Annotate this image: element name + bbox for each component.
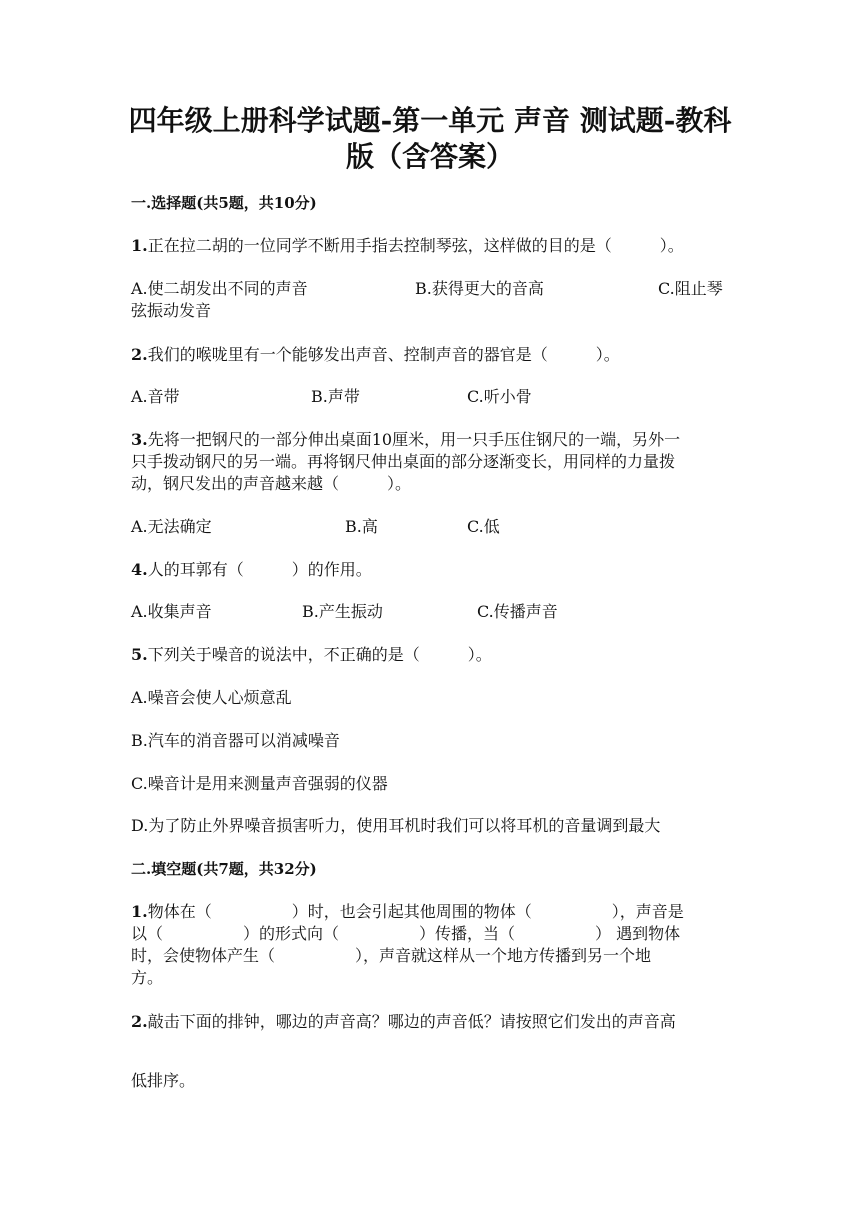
fill-question-2-line-2: 低排序。 [131,1071,196,1090]
question-text: 物体在（ ）时，也会引起其他周围的物体（ ），声音是 [147,902,684,921]
section-heading-fill-blank: 二.填空题(共7题，共32分) [131,860,317,878]
option-a: A.无法确定 [131,517,212,536]
option-c-continued: 弦振动发音 [131,301,212,320]
question-number: 2. [131,345,148,364]
question-3-line-3: 动，钢尺发出的声音越来越（ ）。 [131,474,412,493]
fill-question-2-line-1 [131,1011,676,1033]
question-3-line-2: 只手拨动钢尺的另一端。再将钢尺伸出桌面的部分逐渐变长，用同样的力量拨 [131,452,676,471]
option-d: D.为了防止外界噪音损害听力，使用耳机时我们可以将耳机的音量调到最大 [131,816,661,835]
question-text: 我们的喉咙里有一个能够发出声音、控制声音的器官是（ ）。 [147,345,620,364]
question-5 [131,644,492,666]
option-c: C.听小骨 [467,387,532,406]
question-text: 人的耳郭有（ ）的作用。 [147,560,372,579]
option-b: B.汽车的消音器可以消减噪音 [131,731,340,750]
option-c: C.阻止琴 [658,279,723,298]
question-number: 3. [131,430,148,449]
option-b: B.产生振动 [302,602,383,621]
question-2 [131,344,620,366]
question-text: 正在拉二胡的一位同学不断用手指去控制琴弦，这样做的目的是（ ）。 [147,236,684,255]
option-a: A.音带 [131,387,180,406]
question-3-line-1 [131,429,680,451]
title-line-1: 四年级上册科学试题-第一单元 声音 测试题-教科 [128,104,732,137]
question-1 [131,235,684,257]
question-text: 先将一把钢尺的一部分伸出桌面10厘米，用一只手压住钢尺的一端，另外一 [147,430,681,449]
question-number: 1. [131,236,148,255]
option-c: C.传播声音 [477,602,558,621]
option-a: A.收集声音 [131,602,212,621]
question-number: 5. [131,645,148,664]
fill-question-1-line-2: 以（ ）的形式向（ ）传播，当（ ） 遇到物体 [131,924,681,943]
question-number: 1. [131,902,148,921]
option-a: A.噪音会使人心烦意乱 [131,688,292,707]
question-text: 下列关于噪音的说法中，不正确的是（ ）。 [147,645,492,664]
fill-question-1-line-4: 方。 [131,968,164,987]
question-4 [131,559,372,581]
option-c: C.低 [467,517,500,536]
fill-question-1-line-3: 时，会使物体产生（ ），声音就这样从一个地方传播到另一个地 [131,946,652,965]
page-title [90,103,770,175]
option-b: B.高 [345,517,378,536]
option-b: B.获得更大的音高 [415,279,544,298]
fill-question-1-line-1 [131,901,684,923]
question-number: 2. [131,1012,148,1031]
title-line-2: 版（含答案） [345,140,514,173]
option-c: C.噪音计是用来测量声音强弱的仪器 [131,774,388,793]
option-a: A.使二胡发出不同的声音 [131,279,308,298]
section-heading-choice: 一.选择题(共5题，共10分) [131,194,317,212]
question-text: 敲击下面的排钟，哪边的声音高？哪边的声音低？请按照它们发出的声音高 [147,1012,676,1031]
question-number: 4. [131,560,148,579]
option-b: B.声带 [311,387,360,406]
